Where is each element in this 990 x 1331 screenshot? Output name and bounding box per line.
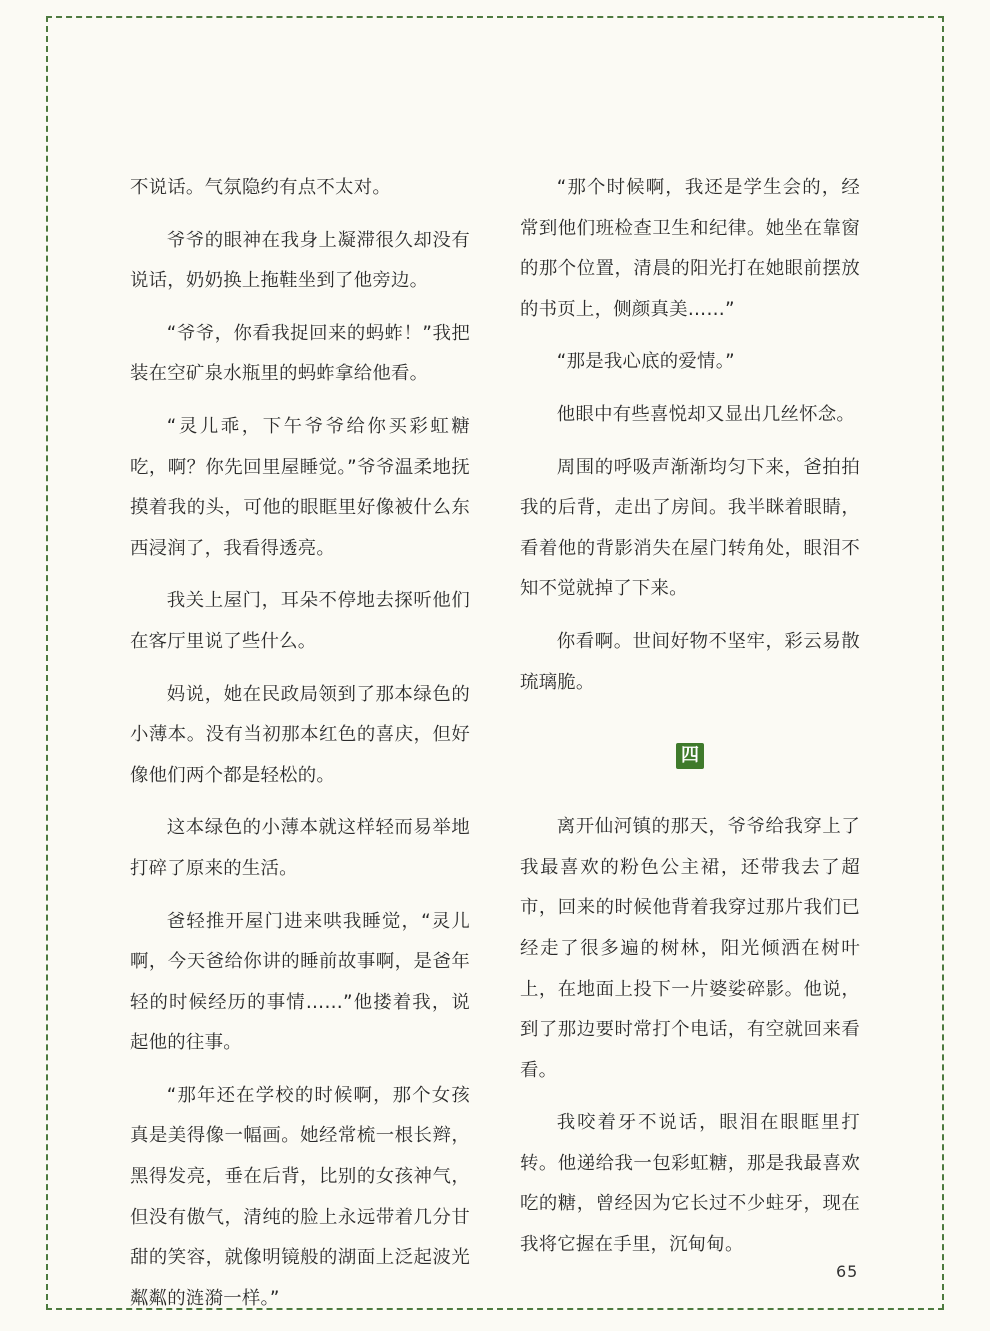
section-heading [520,743,860,769]
paragraph: 你看啊。世间好物不坚牢，彩云易散琉璃脆。 [520,630,860,693]
paragraph: “那是我心底的爱情。” [556,351,735,373]
left-column [130,168,470,1331]
paragraph: 周围的呼吸声渐渐均匀下来，爸拍拍我的后背，走出了房间。我半眯着眼睛，看着他的背影消失在屋门转角处，眼泪不知不觉就掉了下来。 [520,456,860,600]
page-number: 65 [836,1262,859,1281]
paragraph: 爸轻推开屋门进来哄我睡觉，“灵儿啊，今天爸给你讲的睡前故事啊，是爸年轻的时候经历的事情……”他搂着我，说起他的往事。 [130,910,470,1054]
paragraph: 爷爷的眼神在我身上凝滞很久却没有说话，奶奶换上拖鞋坐到了他旁边。 [130,229,470,292]
paragraph: 离开仙河镇的那天，爷爷给我穿上了我最喜欢的粉色公主裙，还带我去了超市，回来的时候他背着我穿过那片我们已经走了很多遍的树林，阳光倾洒在树叶上，在地面上投下一片婆娑碎影。他说，到了那边要时常打个电话，有空就回来看看。 [520,816,860,1081]
paragraph: “爷爷，你看我捉回来的蚂蚱！”我把装在空矿泉水瓶里的蚂蚱拿给他看。 [130,322,470,385]
paragraph: “灵儿乖，下午爷爷给你买彩虹糖吃，啊？你先回里屋睡觉。”爷爷温柔地抚摸着我的头，可他的眼眶里好像被什么东西浸润了，我看得透亮。 [130,415,470,559]
paragraph: “那年还在学校的时候啊，那个女孩真是美得像一幅画。她经常梳一根长辫，黑得发亮，垂在后背，比别的女孩神气，但没有傲气，清纯的脸上永远带着几分甘甜的笑容，就像明镜般的湖面上泛起波光粼粼的涟漪一样。” [130,1084,470,1309]
section-number: 四 [676,743,704,769]
paragraph: 妈说，她在民政局领到了那本绿色的小薄本。没有当初那本红色的喜庆，但好像他们两个都是轻松的。 [130,683,470,786]
right-column [520,168,860,1278]
paragraph: 我咬着牙不说话，眼泪在眼眶里打转。他递给我一包彩虹糖，那是我最喜欢吃的糖，曾经因为它长过不少蛀牙，现在我将它握在手里，沉甸甸。 [520,1112,860,1256]
paragraph: “那个时候啊，我还是学生会的，经常到他们班检查卫生和纪律。她坐在靠窗的那个位置，清晨的阳光打在她眼前摆放的书页上，侧颜真美……” [520,177,860,320]
paragraph: 我关上屋门，耳朵不停地去探听他们在客厅里说了些什么。 [130,590,470,652]
paragraph: 不说话。气氛隐约有点不太对。 [130,177,391,198]
paragraph: 他眼中有些喜悦却又显出几丝怀念。 [556,403,856,425]
paragraph: 这本绿色的小薄本就这样轻而易举地打碎了原来的生活。 [130,817,470,879]
